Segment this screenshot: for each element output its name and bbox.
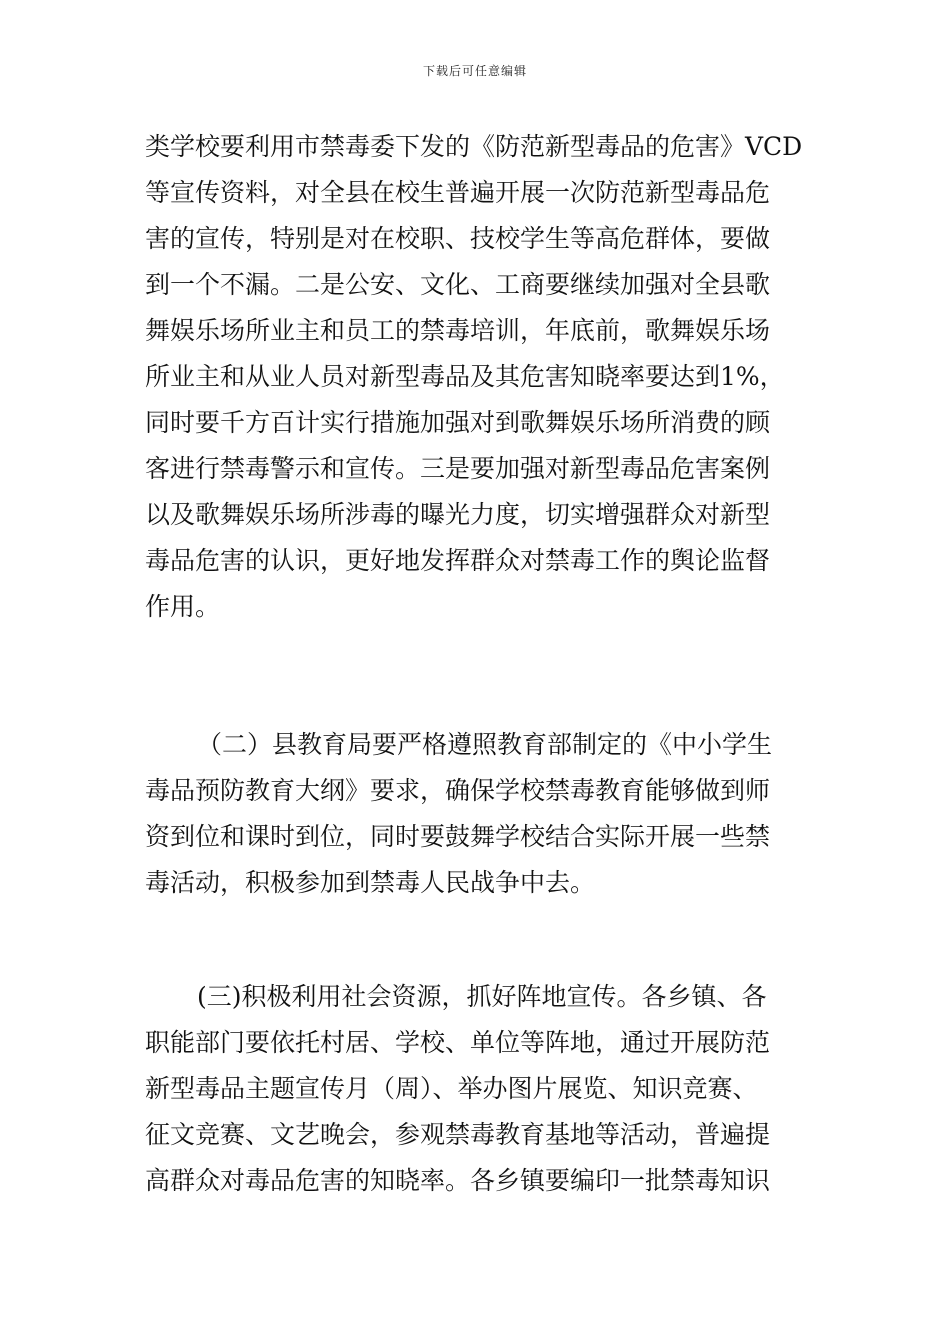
text-line: 毒活动，积极参加到禁毒人民战争中去。 xyxy=(145,868,596,897)
page-header-note: 下载后可任意编辑 xyxy=(422,64,527,78)
paragraph-3 xyxy=(145,974,815,1204)
paragraph-1 xyxy=(145,124,815,630)
text-line: 新型毒品主题宣传月（周）、举办图片展览、知识竞赛、 xyxy=(145,1074,758,1103)
text-line: 毒品危害的认识，更好地发挥群众对禁毒工作的舆论监督 xyxy=(145,546,771,575)
text-line: 资到位和课时到位，同时要鼓舞学校结合实际开展一些禁 xyxy=(145,822,771,851)
text-line: 高群众对毒品危害的知晓率。各乡镇要编印一批禁毒知识 xyxy=(145,1166,771,1195)
text-line: 客进行禁毒警示和宣传。三是要加强对新型毒品危害案例 xyxy=(145,454,771,483)
text-line: 征文竞赛、文艺晚会，参观禁毒教育基地等活动，普遍提 xyxy=(145,1120,771,1149)
text-line: 职能部门要依托村居、学校、单位等阵地，通过开展防范 xyxy=(145,1028,771,1057)
text-line: 以及歌舞娱乐场所涉毒的曝光力度，切实增强群众对新型 xyxy=(145,500,771,529)
text-line: 同时要千方百计实行措施加强对到歌舞娱乐场所消费的顾 xyxy=(145,408,771,437)
text-line: 害的宣传，特别是对在校职、技校学生等高危群体，要做 xyxy=(145,224,771,253)
text-line: (三)积极利用社会资源，抓好阵地宣传。各乡镇、各 xyxy=(197,982,767,1011)
text-line: （二）县教育局要严格遵照教育部制定的《中小学生 xyxy=(197,730,773,759)
text-line: 舞娱乐场所业主和员工的禁毒培训，年底前，歌舞娱乐场 xyxy=(145,316,771,345)
text-line: 等宣传资料，对全县在校生普遍开展一次防范新型毒品危 xyxy=(145,178,771,207)
text-line: 所业主和从业人员对新型毒品及其危害知晓率要达到1%， xyxy=(145,362,785,391)
text-line: 到一个不漏。二是公安、文化、工商要继续加强对全县歌 xyxy=(145,270,771,299)
text-line: 类学校要利用市禁毒委下发的《防范新型毒品的危害》VCD xyxy=(145,132,803,161)
text-line: 毒品预防教育大纲》要求，确保学校禁毒教育能够做到师 xyxy=(145,776,771,805)
paragraph-2 xyxy=(145,722,815,906)
text-line: 作用。 xyxy=(145,592,221,621)
